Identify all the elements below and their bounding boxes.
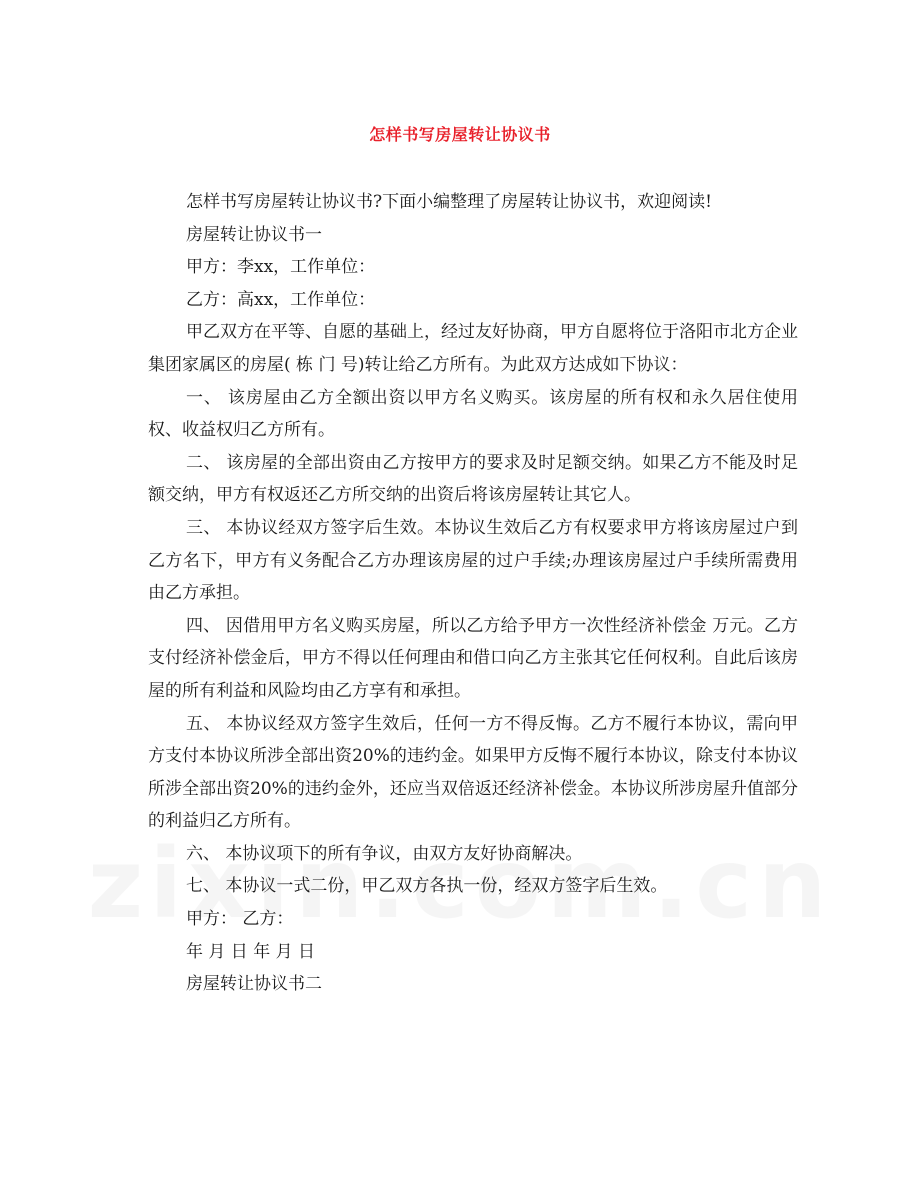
clause-3: 三、 本协议经双方签字后生效。本协议生效后乙方有权要求甲方将该房屋过户到乙方名下，甲方有义务配合乙方办理该房屋的过户手续;办理该房屋过户手续所需费用由乙方承担。: [148, 517, 798, 604]
section-heading: 房屋转让协议书一: [186, 224, 322, 245]
clause-7: 七、 本协议一式二份，甲乙双方各执一份，经双方签字后生效。: [186, 876, 668, 897]
party-a-line: 甲方：李xx，工作单位：: [186, 257, 376, 278]
section-heading-2: 房屋转让协议书二: [186, 974, 322, 995]
clause-4: 四、 因借用甲方名义购买房屋，所以乙方给予甲方一次性经济补偿金 万元。乙方支付经济补偿金后，甲方不得以任何理由和借口向乙方主张其它任何权利。自此后该房屋的所有利益和风险均由乙方享有和承担。: [148, 615, 798, 701]
date-line: 年 月 日 年 月 日: [186, 941, 316, 962]
party-b-line: 乙方：高xx，工作单位：: [186, 289, 376, 310]
intro-paragraph: 怎样书写房屋转让协议书?下面小编整理了房屋转让协议书，欢迎阅读!: [186, 192, 712, 212]
clause-2: 二、 该房屋的全部出资由乙方按甲方的要求及时足额交纳。如果乙方不能及时足额交纳，甲方有权返还乙方所交纳的出资后将该房屋转让其它人。: [148, 452, 798, 506]
clause-6: 六、 本协议项下的所有争议，由双方友好协商解决。: [186, 843, 583, 864]
signature-line: 甲方： 乙方：: [186, 909, 294, 930]
document-body: [148, 186, 798, 1001]
clause-1: 一、 该房屋由乙方全额出资以甲方名义购买。该房屋的所有权和永久居住使用权、收益权归乙方所有。: [148, 387, 798, 441]
clause-5: 五、 本协议经双方签字生效后，任何一方不得反悔。乙方不履行本协议，需向甲方支付本协议所涉全部出资20%的违约金。如果甲方反悔不履行本协议，除支付本协议所涉全部出资20%的违约金外，还应当双倍返还经济补偿金。本协议所涉房屋升值部分的利益归乙方所有。: [148, 713, 798, 832]
preamble-paragraph: 甲乙双方在平等、自愿的基础上，经过友好协商，甲方自愿将位于洛阳市北方企业集团家属区的房屋( 栋 门 号)转让给乙方所有。为此双方达成如下协议：: [148, 322, 798, 375]
document-title: 怎样书写房屋转让协议书: [369, 125, 551, 144]
